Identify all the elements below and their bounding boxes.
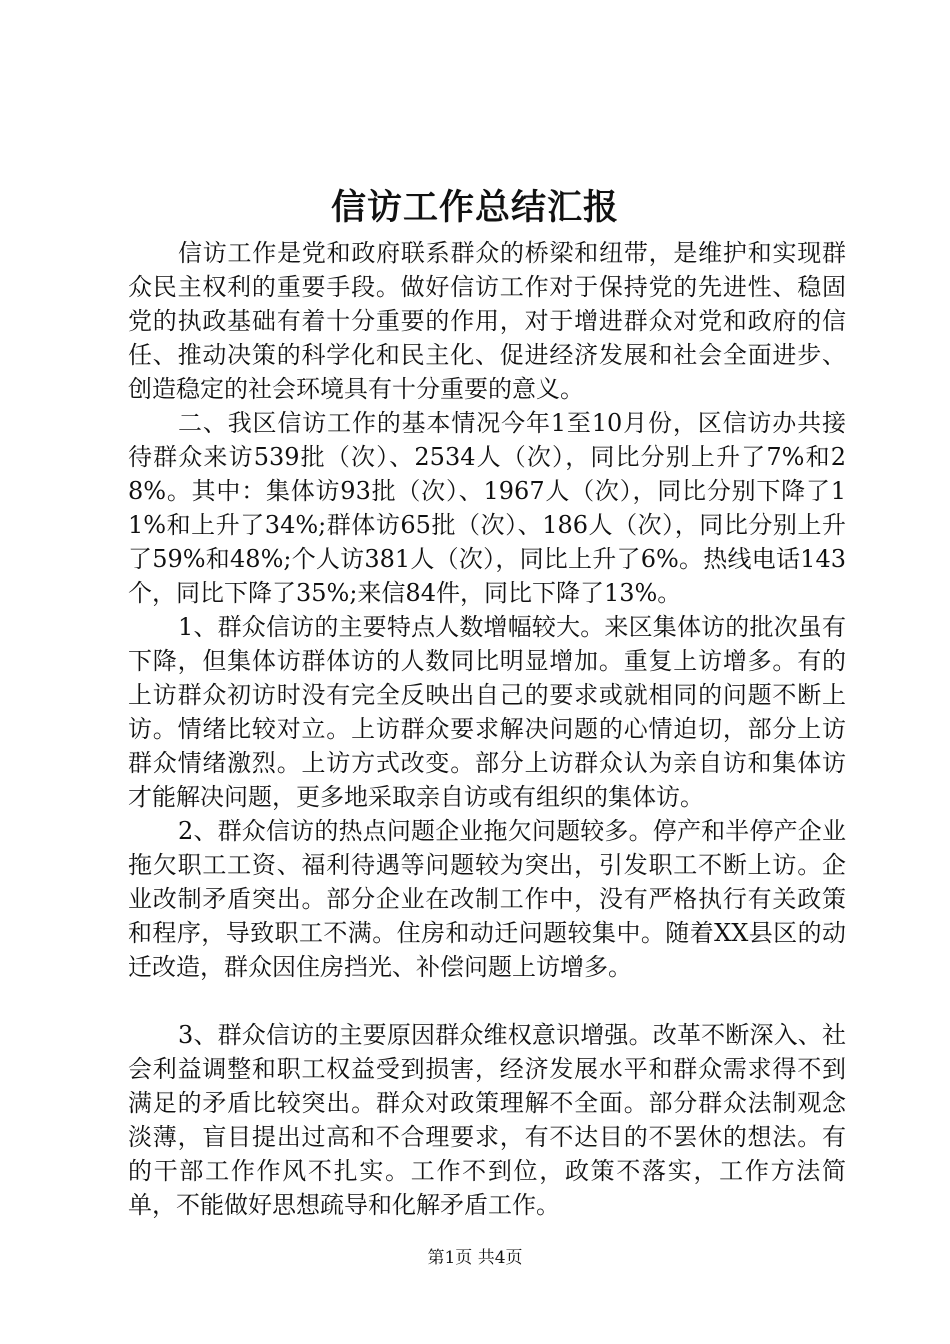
paragraph-intro: 信访工作是党和政府联系群众的桥梁和纽带，是维护和实现群众民主权利的重要手段。做好信访工作对于保持党的先进性、稳固党的执政基础有着十分重要的作用，对于增进群众对党和政府的信任、推动决策的科学化和民主化、促进经济发展和社会全面进步、创造稳定的社会环境具有十分重要的意义。 (128, 239, 846, 403)
paragraph-main-causes: 3、群众信访的主要原因群众维权意识增强。改革不断深入、社会利益调整和职工权益受到损害，经济发展水平和群众需求得不到满足的矛盾比较突出。群众对政策理解不全面。部分群众法制观念淡薄，盲目提出过高和不合理要求，有不达目的不罢休的想法。有的干部工作作风不扎实。工作不到位，政策不落实，工作方法简单，不能做好思想疏导和化解矛盾工作。 (128, 1021, 846, 1219)
paragraph-basic-situation: 二、我区信访工作的基本情况今年1至10月份，区信访办共接待群众来访539批（次）、2534人（次），同比分别上升了7%和28%。其中：集体访93批（次）、1967人（次），同比分别下降了11%和上升了34%;群体访65批（次）、186人（次），同比分别上升了59%和48%;个人访381人（次），同比上升了6%。热线电话143个，同比下降了35%;来信84件，同比下降了13%。 (128, 409, 846, 607)
document-body (128, 236, 846, 1222)
paragraph-hot-issues: 2、群众信访的热点问题企业拖欠问题较多。停产和半停产企业拖欠职工工资、福利待遇等问题较为突出，引发职工不断上访。企业改制矛盾突出。部分企业在改制工作中，没有严格执行有关政策和程序，导致职工不满。住房和动迁问题较集中。随着XX县区的动迁改造，群众因住房挡光、补偿问题上访增多。 (128, 817, 846, 981)
document-title: 信访工作总结汇报 (330, 187, 619, 228)
page-number-footer: 第1页 共4页 (427, 1248, 523, 1268)
paragraph-main-features: 1、群众信访的主要特点人数增幅较大。来区集体访的批次虽有下降，但集体访群体访的人数同比明显增加。重复上访增多。有的上访群众初访时没有完全反映出自己的要求或就相同的问题不断上访。情绪比较对立。上访群众要求解决问题的心情迫切，部分上访群众情绪激烈。上访方式改变。部分上访群众认为亲自访和集体访才能解决问题，更多地采取亲自访或有组织的集体访。 (128, 613, 846, 811)
